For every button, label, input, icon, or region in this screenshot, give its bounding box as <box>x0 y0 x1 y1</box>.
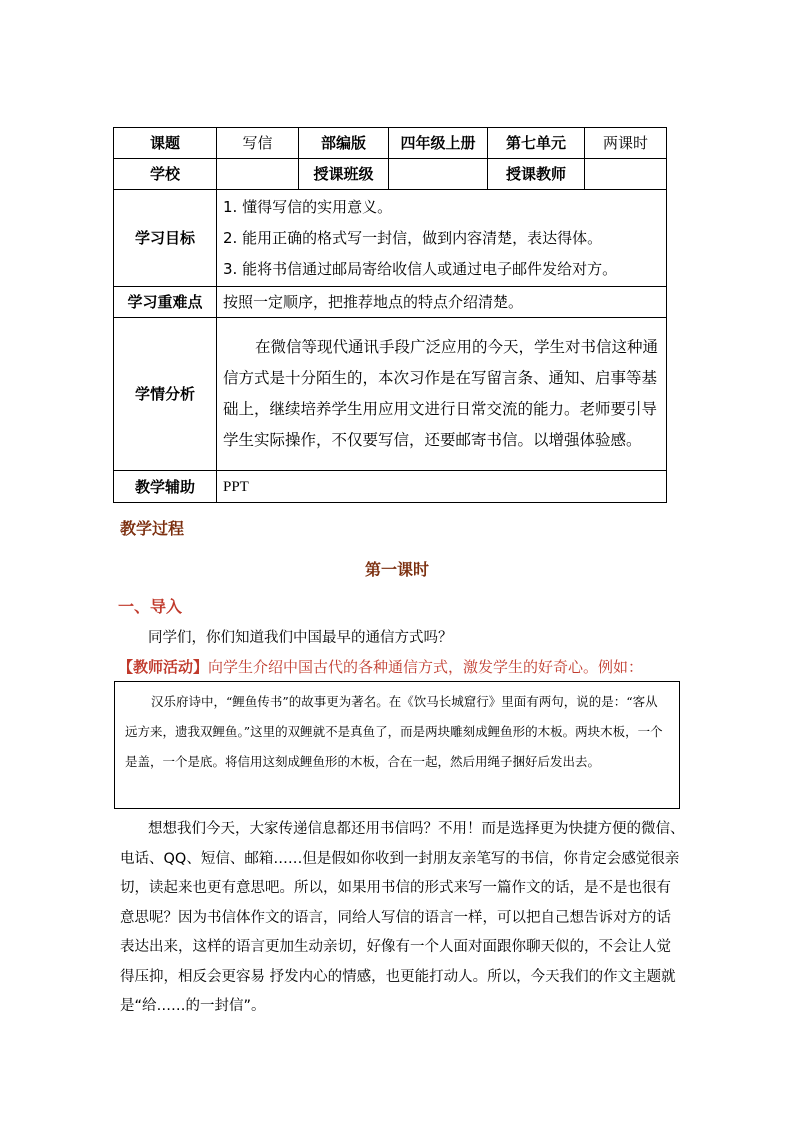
analysis-text: 在微信等现代通讯手段广泛应用的今天，学生对书信这种通信方式是十分陌生的，本次习作是在写留言条、通知、启事等基础上，继续培养学生用应用文进行日常交流的能力。老师要引导学生实际操作，不仅要写信，还要邮寄书信。以增强体验感。 <box>217 318 667 471</box>
teacher-activity-tag: 【教师活动】 <box>118 658 209 676</box>
grade-value: 四年级上册 <box>389 128 488 159</box>
goal-item: 1. 懂得写信的实用意义。 <box>223 197 393 216</box>
quote-box <box>114 681 680 809</box>
school-value <box>217 159 299 190</box>
table-row <box>114 128 667 159</box>
aids-label: 教学辅助 <box>114 471 217 503</box>
main-paragraph: 想想我们今天，大家传递信息都还用书信吗？不用！而是选择更为快捷方便的微信、电话、QQ、短信、邮箱……但是假如你收到一封朋友亲笔写的书信，你肯定会感觉很亲切，读起来也更有意思吧。所以，如果用书信的形式来写一篇作文的话，是不是也很有意思呢？因为书信体作文的语言，同给人写信的语言一样，可以把自己想告诉对方的话表达出来，这样的语言更加生动亲切，好像有一个人面对面跟你聊天似的，不会让人觉得压抑，相反会更容易 抒发内心的情感，也更能打动人。所以，今天我们的作文主题就是“给……的一封信”。 <box>120 821 685 1014</box>
lesson-info-table <box>113 127 667 503</box>
goals-content <box>217 190 667 287</box>
class-value <box>389 159 488 190</box>
analysis-label: 学情分析 <box>114 318 217 471</box>
topic-label: 课题 <box>114 128 217 159</box>
teacher-label: 授课教师 <box>488 159 585 190</box>
topic-value: 写信 <box>217 128 299 159</box>
table-row <box>114 471 667 503</box>
intro-question: 同学们，你们知道我们中国最早的通信方式吗？ <box>148 630 453 646</box>
process-title: 教学过程 <box>120 519 185 538</box>
key-points-text: 按照一定顺序，把推荐地点的特点介绍清楚。 <box>217 287 667 318</box>
school-label: 学校 <box>114 159 217 190</box>
aids-text: PPT <box>217 471 667 503</box>
teacher-activity-text: 向学生介绍中国古代的各种通信方式，激发学生的好奇心。例如： <box>208 658 644 676</box>
table-row <box>114 159 667 190</box>
hours-value: 两课时 <box>585 128 667 159</box>
teacher-value <box>585 159 667 190</box>
lesson-title: 第一课时 <box>364 560 429 579</box>
table-row <box>114 318 667 471</box>
unit-value: 第七单元 <box>488 128 585 159</box>
teacher-activity <box>118 654 698 680</box>
quote-text: 汉乐府诗中，“鲤鱼传书”的故事更为著名。在《饮马长城窟行》里面有两句，说的是：“客从远方来，遗我双鲤鱼。”这里的双鲤就不是真鱼了，而是两块雕刻成鲤鱼形的木板。两块木板，一个是盖，一个是底。将信用这刻成鲤鱼形的木板，合在一起，然后用绳子捆好后发出去。 <box>125 694 663 769</box>
key-points-label: 学习重难点 <box>114 287 217 318</box>
section-title-intro: 一、导入 <box>118 597 183 616</box>
table-row <box>114 287 667 318</box>
goals-label: 学习目标 <box>114 190 217 287</box>
goal-item: 3. 能将书信通过邮局寄给收信人或通过电子邮件发给对方。 <box>223 259 618 278</box>
goal-item: 2. 能用正确的格式写一封信，做到内容清楚，表达得体。 <box>223 228 603 247</box>
table-row <box>114 190 667 287</box>
edition-value: 部编版 <box>299 128 389 159</box>
class-label: 授课班级 <box>299 159 389 190</box>
